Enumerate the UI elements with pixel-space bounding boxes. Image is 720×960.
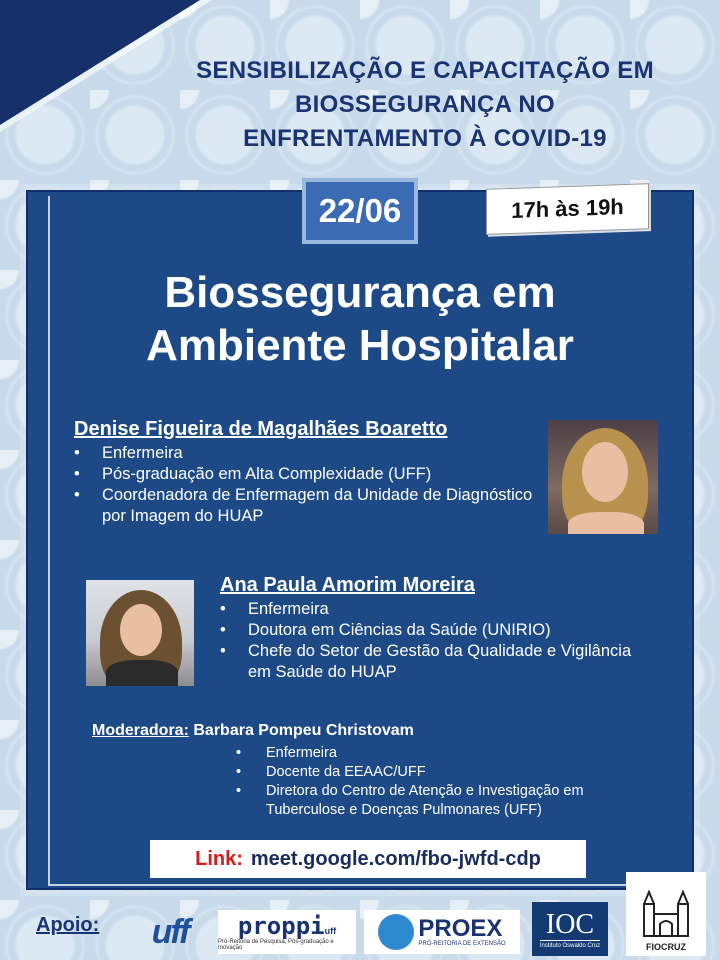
proex-caption: PRÓ-REITORIA DE EXTENSÃO: [418, 941, 506, 947]
moderator: [92, 722, 652, 820]
speaker-2-name: Ana Paula Amorim Moreira: [220, 574, 475, 596]
photo-face: [120, 604, 162, 656]
proex-emblem-icon: [378, 914, 414, 950]
photo-shoulders: [106, 660, 178, 686]
moderator-label: Moderadora:: [92, 722, 189, 739]
moderator-name: Barbara Pompeu Christovam: [193, 722, 414, 739]
uff-logo-text: uff: [151, 912, 189, 951]
speaker-1-item: • Coordenadora de Enfermagem da Unidade de Diagnóstico por Imagem do HUAP: [74, 485, 549, 527]
heading-line-1: SENSIBILIZAÇÃO E CAPACITAÇÃO EM: [196, 57, 654, 84]
event-time-label: 17h às 19h: [511, 194, 624, 223]
page-heading: [130, 54, 720, 156]
proppi-logo-sub: uff: [324, 925, 337, 936]
ioc-logo: [532, 902, 608, 956]
speaker-1-photo: [548, 420, 658, 534]
event-time: [486, 183, 649, 235]
proppi-caption: Pró-Reitoria de Pesquisa, Pós-graduação e Inovação: [218, 938, 334, 951]
link-url[interactable]: meet.google.com/fbo-jwfd-cdp: [250, 847, 541, 870]
event-title-line-2: Ambiente Hospitalar: [146, 321, 574, 370]
photo-shoulders: [568, 512, 644, 534]
event-title: [60, 266, 660, 372]
moderator-item: • Docente da EEAAC/UFF: [236, 763, 652, 782]
link-label: Link:: [195, 847, 243, 870]
speaker-1-list: [74, 443, 549, 527]
speaker-2-item: • Chefe do Setor de Gestão da Qualidade e Vigilância em Saúde do HUAP: [220, 641, 640, 683]
heading-line-3: ENFRENTAMENTO À COVID-19: [243, 125, 607, 152]
speaker-2-item: • Enfermeira: [220, 599, 640, 620]
photo-face: [582, 442, 628, 502]
speaker-1-name: Denise Figueira de Magalhães Boaretto: [74, 418, 448, 440]
event-date: 22/06: [302, 178, 418, 244]
moderator-item: • Enfermeira: [236, 744, 652, 763]
uff-logo: [132, 912, 208, 952]
speaker-1-item: • Pós-graduação em Alta Complexidade (UFF): [74, 464, 549, 485]
proppi-logo-text: proppi: [237, 911, 325, 940]
moderator-list: [236, 744, 652, 820]
fiocruz-logo: [626, 872, 706, 956]
meeting-link[interactable]: [150, 840, 586, 878]
speaker-1: [74, 418, 549, 527]
castle-icon: [636, 886, 696, 938]
speaker-2-photo: [86, 580, 194, 686]
speaker-2-item: • Doutora em Ciências da Saúde (UNIRIO): [220, 620, 640, 641]
moderator-item: • Diretora do Centro de Atenção e Investigação em Tuberculose e Doenças Pulmonares (UFF): [236, 782, 652, 820]
ioc-logo-text: IOC: [545, 908, 595, 940]
ioc-caption: Instituto Oswaldo Cruz: [540, 940, 600, 949]
proex-logo-text: PROEX: [418, 915, 503, 942]
proex-logo: [364, 910, 520, 954]
heading-line-2: BIOSSEGURANÇA NO: [295, 91, 555, 118]
speaker-2: [220, 574, 640, 683]
event-title-line-1: Biossegurança em: [164, 268, 556, 317]
proppi-logo: [218, 910, 356, 954]
speaker-1-item: • Enfermeira: [74, 443, 549, 464]
fiocruz-logo-text: FIOCRUZ: [646, 942, 686, 952]
speaker-2-list: [220, 599, 640, 683]
moderator-heading: [92, 722, 652, 740]
support-label: Apoio:: [36, 914, 100, 936]
